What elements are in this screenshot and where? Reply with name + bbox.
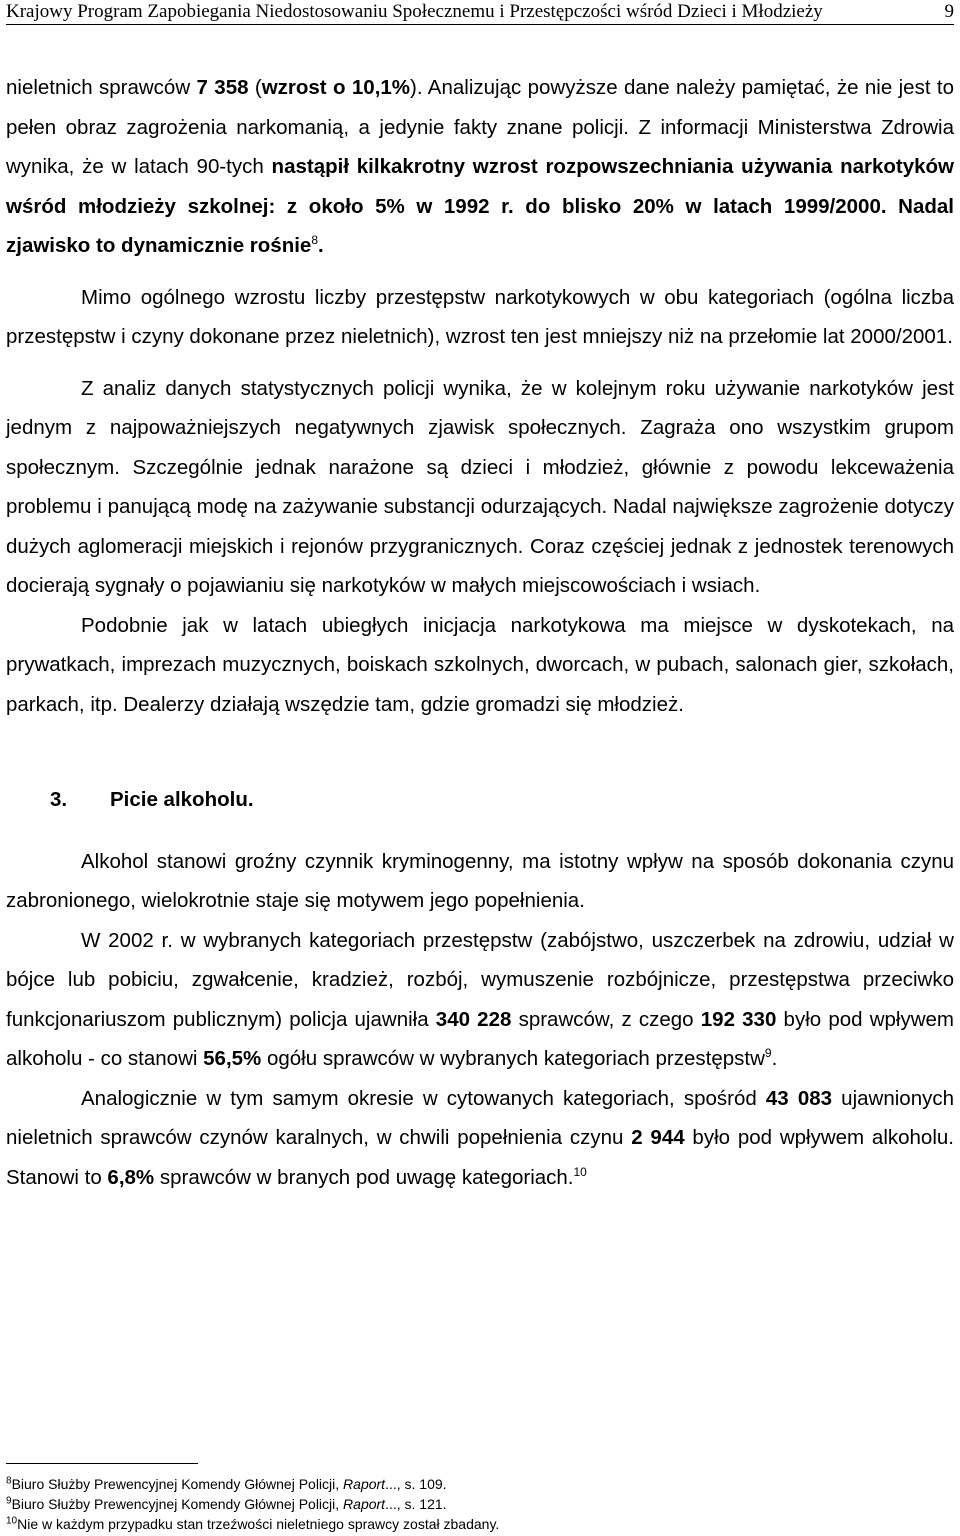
- text-run: ujawnionych nieletnich sprawców czynów karalnych, w chwili popełnienia czynu: [6, 1086, 954, 1149]
- footnote-text: Nie w każdym przypadku stan trzeźwości nieletniego sprawcy został zbadany.: [17, 1516, 500, 1532]
- footnote-text: Biuro Służby Prewencyjnej Komendy Głównej Policji,: [11, 1476, 344, 1492]
- text-run: nieletnich sprawców: [6, 76, 197, 99]
- text-run: było pod wpływem alkoholu - co stanowi: [6, 1007, 954, 1070]
- header-title: Krajowy Program Zapobiegania Niedostosowaniu Społecznemu i Przestępczości wśród Dzieci i Młodzieży: [6, 1, 823, 22]
- bold-percent: 56,5%: [203, 1047, 262, 1070]
- text-run: .: [318, 234, 324, 257]
- footnote-italic: Raport: [343, 1476, 386, 1492]
- section-number: 3.: [50, 788, 68, 811]
- footnotes: [6, 1474, 954, 1534]
- section-title: Picie alkoholu.: [110, 788, 254, 811]
- bold-percent: 6,8%: [107, 1165, 155, 1189]
- bold-number: 192 330: [700, 1007, 777, 1031]
- paragraph-alcohol-intro: Alkohol stanowi groźny czynnik kryminogenny, ma istotny wpływ na sposób dokonania czynu zabronionego, wielokrotnie staje się motywem jego popełnienia.: [6, 849, 954, 912]
- paragraph-alcohol-2002: [6, 921, 954, 1079]
- footnote-ref-8[interactable]: 8: [311, 233, 318, 248]
- paragraph-alcohol-juveniles: [6, 1079, 954, 1198]
- text-run: Analogicznie w tym samym okresie w cytowanych kategoriach, spośród: [81, 1086, 766, 1110]
- footnote-9: [6, 1494, 954, 1514]
- footnote-8: [6, 1474, 954, 1494]
- footnote-rest: ..., s. 121.: [385, 1496, 447, 1512]
- footnote-text: Biuro Służby Prewencyjnej Komendy Głównej Policji,: [11, 1496, 344, 1512]
- footnote-number: 8: [6, 1475, 12, 1487]
- footnote-separator: [6, 1463, 198, 1464]
- footnote-ref-10[interactable]: 10: [573, 1164, 587, 1179]
- bold-growth: wzrost o 10,1%: [261, 76, 411, 99]
- footnote-ref-9[interactable]: 9: [764, 1046, 772, 1061]
- footnote-10: [6, 1514, 954, 1534]
- footnote-number: 10: [6, 1515, 18, 1527]
- paragraph-initiation-places: Podobnie jak w latach ubiegłych inicjacja narkotykowa ma miejsce w dyskotekach, na prywatkach, imprezach muzycznych, boiskach szkolnych, dworcach, w pubach, salonach gier, szkołach, parkach, itp. Dealerzy działają wszędzie tam, gdzie gromadzi się młodzież.: [6, 613, 954, 716]
- text-run: .: [771, 1047, 778, 1070]
- text-run: sprawców w branych pod uwagę kategoriach.: [154, 1165, 574, 1189]
- text-run: ogółu sprawców w wybranych kategoriach przestępstw: [261, 1047, 765, 1070]
- bold-number: 340 228: [435, 1007, 512, 1031]
- footnote-italic: Raport: [343, 1496, 386, 1512]
- text-run: (: [248, 76, 262, 99]
- bold-number: 43 083: [765, 1086, 833, 1110]
- paragraph-drugs-stats: [6, 68, 954, 266]
- bold-statement: nastąpił kilkakrotny wzrost rozpowszechniania używania narkotyków wśród młodzieży szkolnej: z około 5% w 1992 r. do blisko 20% w latach 1999/2000. Nadal zjawisko to dynamicznie rośnie: [6, 155, 954, 257]
- text-run: ). Analizując powyższe dane należy pamiętać, że nie jest to pełen obraz zagrożenia narkomanią, a jedynie fakty znane policji. Z informacji Ministerstwa Zdrowia wynika, że w latach 90-tych: [6, 76, 954, 178]
- paragraph-police-analysis: Z analiz danych statystycznych policji wynika, że w kolejnym roku używanie narkotyków jest jednym z najpoważniejszych negatywnych zjawisk społecznych. Zagraża ono wszystkim grupom społecznym. Szczególnie jednak narażone są dzieci i młodzież, głównie z powodu lekceważenia problemu i panującą modę na zażywanie substancji odurzających. Nadal największe zagrożenie dotyczy dużych aglomeracji miejskich i rejonów przygranicznych. Coraz częściej jednak z jednostek terenowych docierają sygnały o pojawianiu się narkotyków w małych miejscowościach i wsiach.: [6, 376, 954, 597]
- section-heading: [6, 780, 954, 820]
- page-number: 9: [944, 1, 954, 22]
- footnote-number: 9: [6, 1495, 12, 1507]
- page-body: [6, 68, 954, 1197]
- paragraph-drug-crimes: Mimo ogólnego wzrostu liczby przestępstw narkotykowych w obu kategoriach (ogólna liczba przestępstw i czyny dokonane przez nieletnich), wzrost ten jest mniejszy niż na przełomie lat 2000/2001.: [6, 285, 954, 348]
- text-run: W 2002 r. w wybranych kategoriach przestępstw (zabójstwo, uszczerbek na zdrowiu, udział w bójce lub pobiciu, zgwałcenie, kradzież, rozbój, wymuszenie rozbójnicze, przestępstwa przeciwko funkcjonariuszom publicznym) policja ujawniła: [6, 928, 954, 1031]
- bold-number: 7 358: [196, 76, 249, 99]
- bold-number: 2 944: [631, 1126, 685, 1149]
- footnote-rest: ..., s. 109.: [385, 1476, 447, 1492]
- text-run: było pod wpływem alkoholu. Stanowi to: [6, 1126, 954, 1189]
- text-run: sprawców, z czego: [511, 1007, 701, 1031]
- page-header: [6, 0, 954, 25]
